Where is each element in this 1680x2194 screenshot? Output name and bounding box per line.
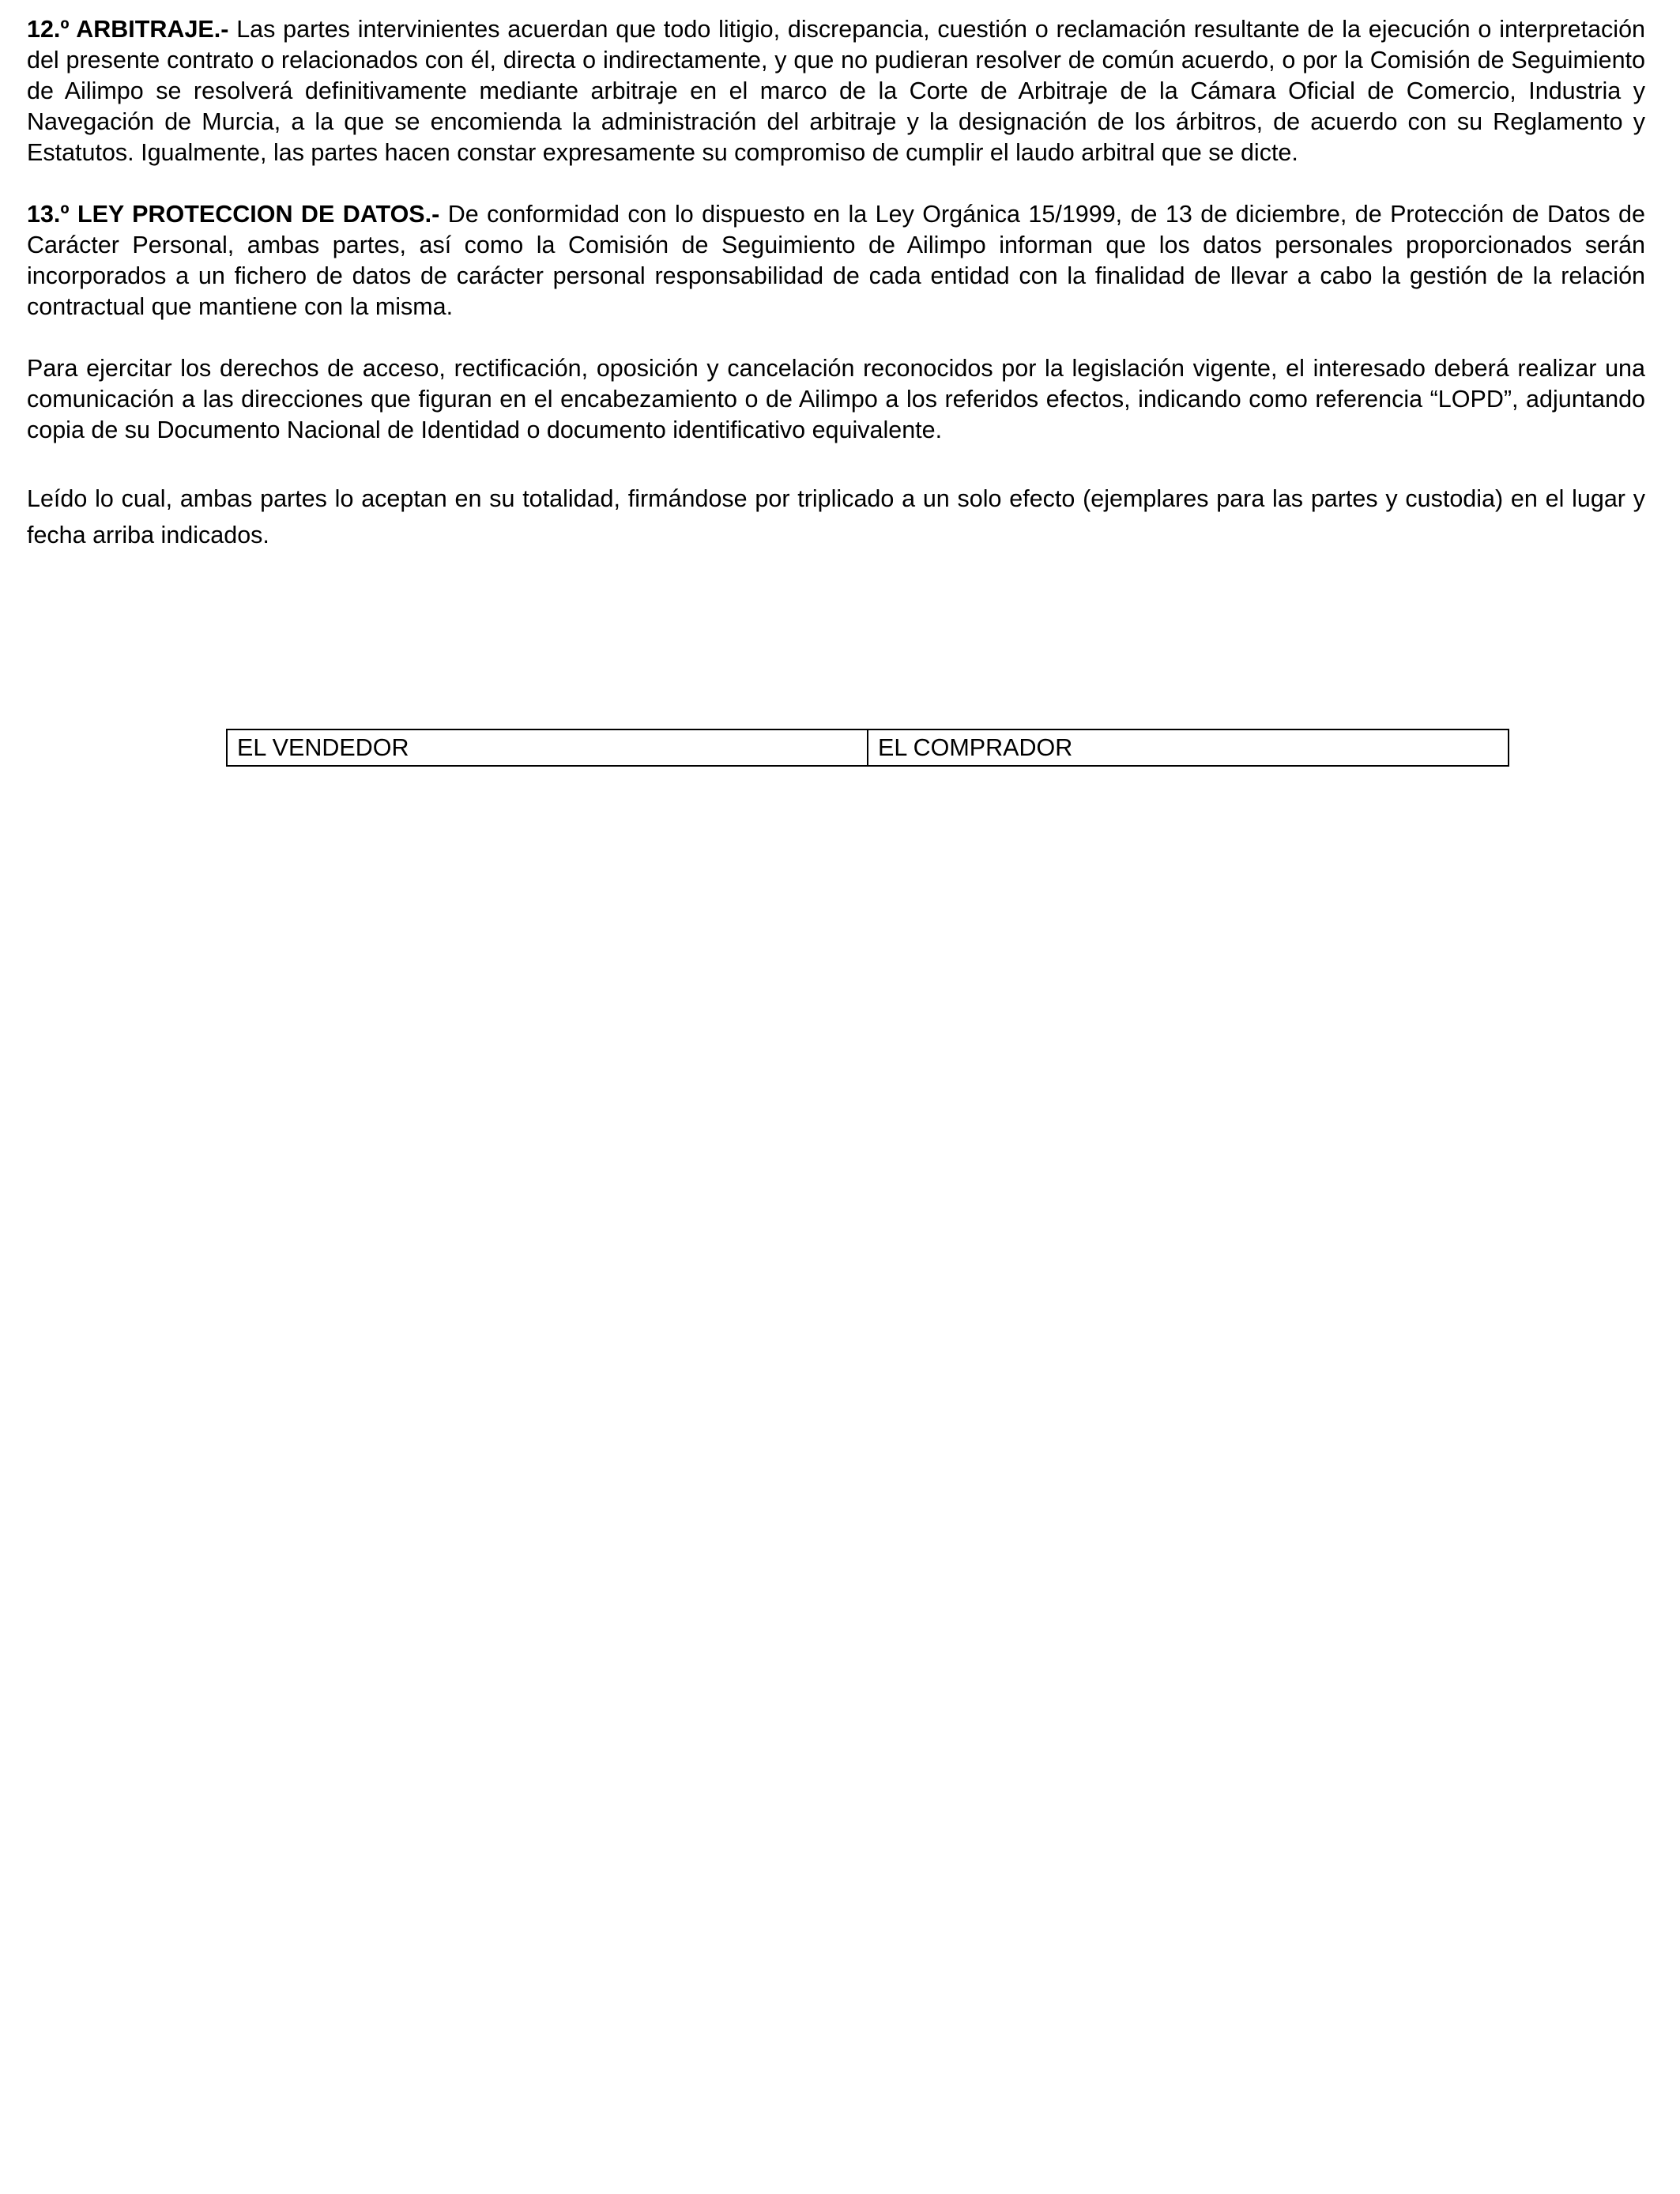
signature-table <box>226 729 1509 767</box>
paragraph-aceptacion: Leído lo cual, ambas partes lo aceptan en su totalidad, firmándose por triplicado a un solo efecto (ejemplares para las partes y custodia) en el lugar y fecha arriba indicados. <box>27 485 1645 548</box>
seller-cell: EL VENDEDOR <box>227 729 868 766</box>
paragraph-derechos: Para ejercitar los derechos de acceso, rectificación, oposición y cancelación reconocidos por la legislación vigente, el interesado deberá realizar una comunicación a las direcciones que figuran en el encabezamiento o de Ailimpo a los referidos efectos, indicando como referencia “LOPD”, adjuntando copia de su Documento Nacional de Identidad o documento identificativo equivalente. <box>27 355 1645 443</box>
clause-heading: 12.º ARBITRAJE.- <box>27 16 229 43</box>
clause-text: De conformidad con lo dispuesto en la Ley Orgánica 15/1999, de 13 de diciembre, de Protección de Datos de Carácter Personal, ambas partes, así como la Comisión de Seguimiento de Ailimpo informan que los datos personales proporcionados serán incorporados a un fichero de datos de carácter personal responsabilidad de cada entidad con la finalidad de llevar a cabo la gestión de la relación contractual que mantiene con la misma. <box>27 201 1645 320</box>
document-body <box>27 14 1645 553</box>
clause-proteccion-datos <box>27 199 1645 322</box>
clause-arbitraje <box>27 14 1645 168</box>
clause-text: Las partes intervinientes acuerdan que todo litigio, discrepancia, cuestión o reclamación resultante de la ejecución o interpretación del presente contrato o relacionados con él, directa o indirectamente, y que no pudieran resolver de común acuerdo, o por la Comisión de Seguimiento de Ailimpo se resolverá definitivamente mediante arbitraje en el marco de la Corte de Arbitraje de la Cámara Oficial de Comercio, Industria y Navegación de Murcia, a la que se encomienda la administración del arbitraje y la designación de los árbitros, de acuerdo con su Reglamento y Estatutos. Igualmente, las partes hacen constar expresamente su compromiso de cumplir el laudo arbitral que se dicte. <box>27 16 1645 166</box>
buyer-cell: EL COMPRADOR <box>868 729 1509 766</box>
signature-row <box>227 729 1509 766</box>
clause-heading: 13.º LEY PROTECCION DE DATOS.- <box>27 201 440 228</box>
